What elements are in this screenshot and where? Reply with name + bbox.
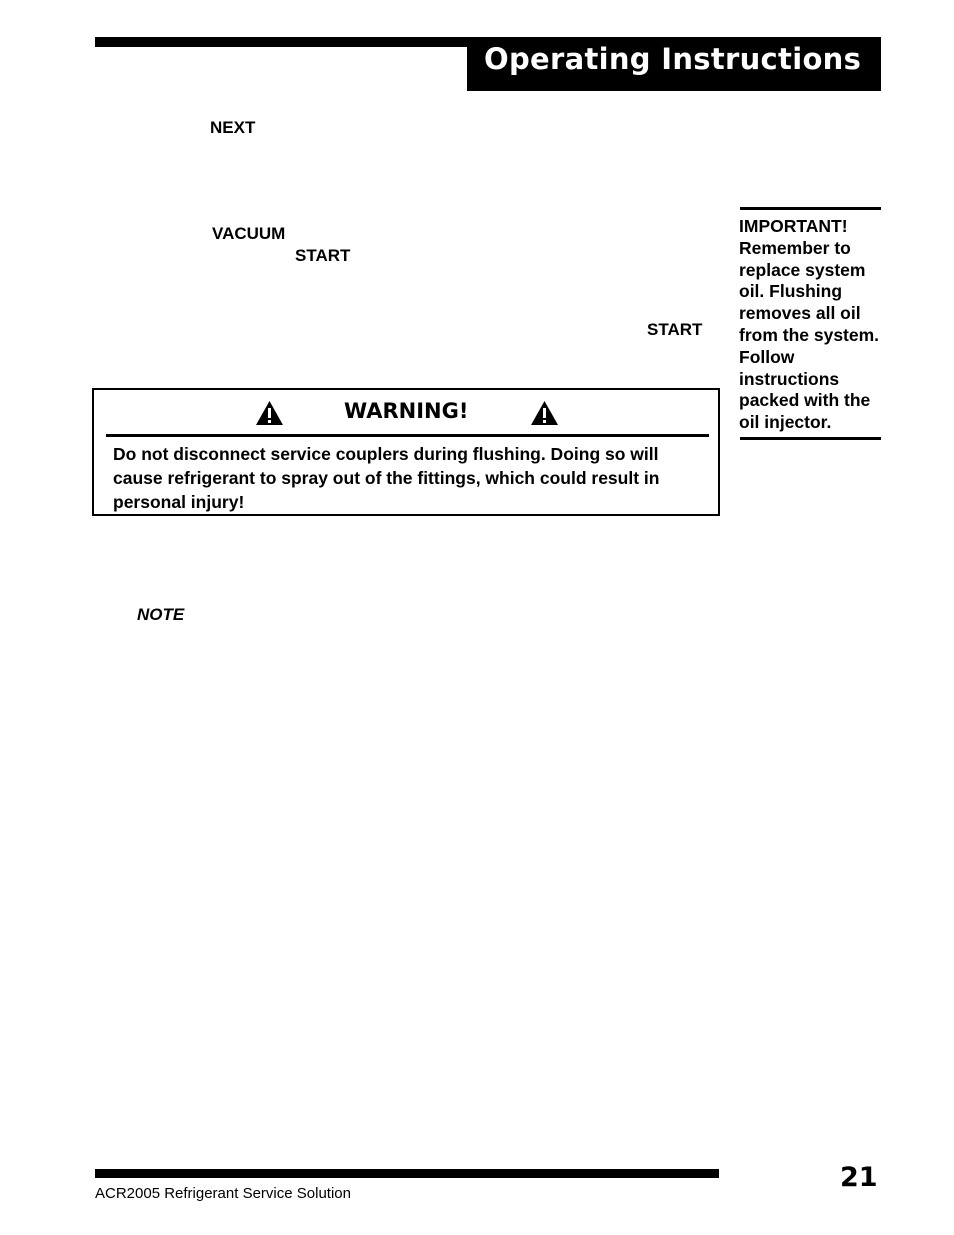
keyword-start: START (647, 320, 703, 339)
warning-text: Do not disconnect service couplers during flushing. Doing so will cause refrigerant to spray out of the fittings, which could result in personal injury! (113, 444, 660, 512)
sidebar-rule-bottom (740, 437, 881, 440)
footer-product-name: ACR2005 Refrigerant Service Solution (95, 1185, 351, 1202)
page-number: 21 (840, 1162, 878, 1193)
keyword-vacuum: VACUUM (212, 224, 286, 243)
warning-triangle-icon (530, 400, 559, 426)
footer-rule (95, 1169, 719, 1178)
sidebar-rule-top (740, 207, 881, 210)
page-title: Operating Instructions (484, 42, 862, 76)
warning-triangle-icon (255, 400, 284, 426)
warning-title: WARNING! (344, 399, 469, 423)
keyword-start: START (295, 246, 351, 265)
keyword-next: NEXT (210, 118, 256, 137)
sidebar-important-note: IMPORTANT! Remember to replace system oil. Flushing removes all oil from the system. Follow instructions packed with the oil injector. (739, 216, 880, 433)
keyword-note: NOTE (137, 605, 185, 624)
warning-divider (106, 434, 709, 437)
